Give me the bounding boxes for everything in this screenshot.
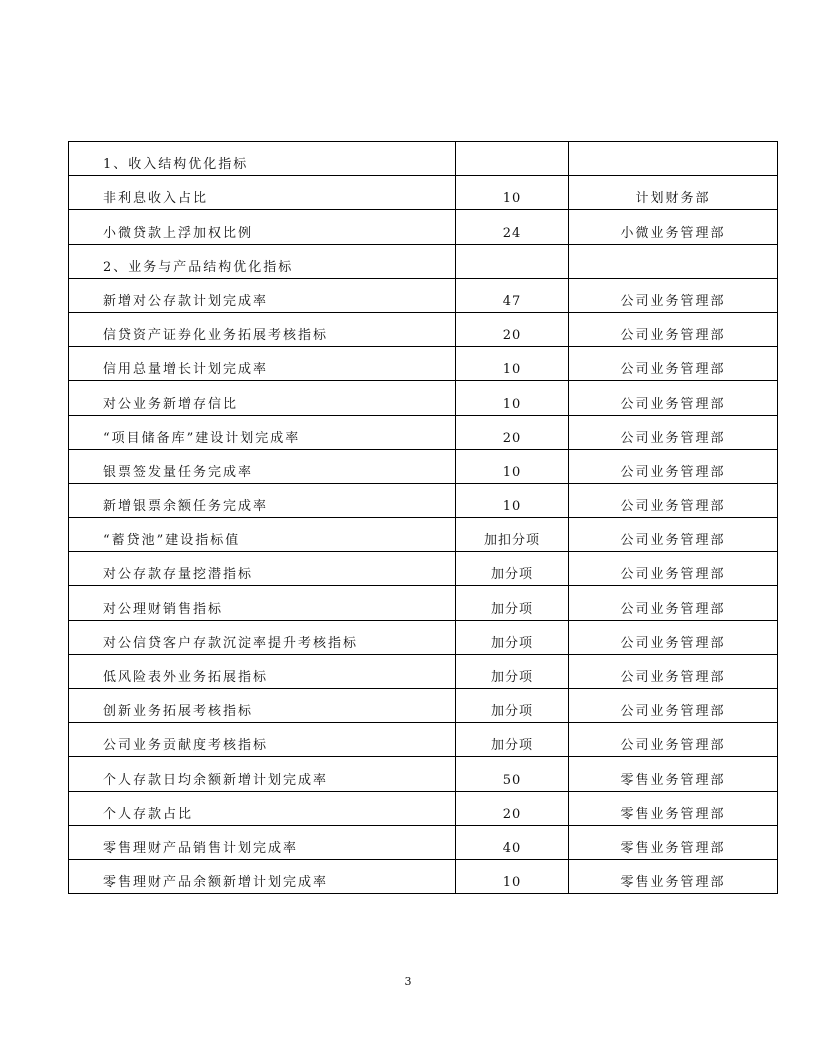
indicator-name: 个人存款占比 xyxy=(69,791,456,825)
score-value: 加分项 xyxy=(456,620,569,654)
indicator-table xyxy=(68,141,778,894)
department: 公司业务管理部 xyxy=(569,723,778,757)
table-row xyxy=(69,825,778,859)
table-row xyxy=(69,381,778,415)
department: 零售业务管理部 xyxy=(569,859,778,893)
department xyxy=(569,142,778,176)
department: 公司业务管理部 xyxy=(569,312,778,346)
department: 公司业务管理部 xyxy=(569,449,778,483)
indicator-name: 对公理财销售指标 xyxy=(69,586,456,620)
department: 公司业务管理部 xyxy=(569,620,778,654)
indicator-name: 个人存款日均余额新增计划完成率 xyxy=(69,757,456,791)
indicator-name: 2、业务与产品结构优化指标 xyxy=(69,244,456,278)
score-value: 加分项 xyxy=(456,723,569,757)
table-row xyxy=(69,859,778,893)
score-value: 20 xyxy=(456,415,569,449)
table-row xyxy=(69,757,778,791)
score-value: 加分项 xyxy=(456,586,569,620)
score-value: 20 xyxy=(456,791,569,825)
score-value: 10 xyxy=(456,176,569,210)
department: 公司业务管理部 xyxy=(569,381,778,415)
table-row xyxy=(69,312,778,346)
table-row xyxy=(69,654,778,688)
department: 小微业务管理部 xyxy=(569,210,778,244)
score-value: 10 xyxy=(456,449,569,483)
indicator-name: 信用总量增长计划完成率 xyxy=(69,347,456,381)
score-value xyxy=(456,244,569,278)
score-value: 24 xyxy=(456,210,569,244)
score-value: 加扣分项 xyxy=(456,518,569,552)
score-value: 40 xyxy=(456,825,569,859)
indicator-name: “项目储备库”建设计划完成率 xyxy=(69,415,456,449)
score-value: 加分项 xyxy=(456,689,569,723)
table-row xyxy=(69,791,778,825)
indicator-name: 零售理财产品余额新增计划完成率 xyxy=(69,859,456,893)
score-value: 10 xyxy=(456,859,569,893)
table-row xyxy=(69,278,778,312)
score-value: 10 xyxy=(456,347,569,381)
table-row xyxy=(69,415,778,449)
department: 公司业务管理部 xyxy=(569,415,778,449)
department: 公司业务管理部 xyxy=(569,586,778,620)
indicator-name: 零售理财产品销售计划完成率 xyxy=(69,825,456,859)
indicator-name: 创新业务拓展考核指标 xyxy=(69,689,456,723)
score-value: 47 xyxy=(456,278,569,312)
page-number: 3 xyxy=(404,975,412,988)
score-value: 加分项 xyxy=(456,654,569,688)
table-row xyxy=(69,689,778,723)
indicator-name: 信贷资产证券化业务拓展考核指标 xyxy=(69,312,456,346)
indicator-name: 1、收入结构优化指标 xyxy=(69,142,456,176)
department: 公司业务管理部 xyxy=(569,347,778,381)
indicator-name: 银票签发量任务完成率 xyxy=(69,449,456,483)
table-row xyxy=(69,723,778,757)
department: 计划财务部 xyxy=(569,176,778,210)
indicator-name: 新增对公存款计划完成率 xyxy=(69,278,456,312)
department: 零售业务管理部 xyxy=(569,791,778,825)
department: 公司业务管理部 xyxy=(569,278,778,312)
indicator-name: 小微贷款上浮加权比例 xyxy=(69,210,456,244)
table-row xyxy=(69,518,778,552)
table-row xyxy=(69,176,778,210)
department: 公司业务管理部 xyxy=(569,689,778,723)
score-value: 50 xyxy=(456,757,569,791)
indicator-name: 对公信贷客户存款沉淀率提升考核指标 xyxy=(69,620,456,654)
department: 零售业务管理部 xyxy=(569,825,778,859)
table-row xyxy=(69,210,778,244)
score-value: 加分项 xyxy=(456,552,569,586)
indicator-name: 对公存款存量挖潜指标 xyxy=(69,552,456,586)
department: 公司业务管理部 xyxy=(569,483,778,517)
indicator-name: 低风险表外业务拓展指标 xyxy=(69,654,456,688)
department: 公司业务管理部 xyxy=(569,654,778,688)
score-value xyxy=(456,142,569,176)
indicator-name: 非利息收入占比 xyxy=(69,176,456,210)
indicator-name: 新增银票余额任务完成率 xyxy=(69,483,456,517)
department xyxy=(569,244,778,278)
table-row xyxy=(69,347,778,381)
score-value: 10 xyxy=(456,381,569,415)
indicator-name: 对公业务新增存信比 xyxy=(69,381,456,415)
table-row xyxy=(69,483,778,517)
table-row xyxy=(69,552,778,586)
score-value: 10 xyxy=(456,483,569,517)
table-row xyxy=(69,449,778,483)
table-row xyxy=(69,244,778,278)
table-row xyxy=(69,620,778,654)
table-row xyxy=(69,586,778,620)
score-value: 20 xyxy=(456,312,569,346)
table-row xyxy=(69,142,778,176)
department: 公司业务管理部 xyxy=(569,552,778,586)
department: 公司业务管理部 xyxy=(569,518,778,552)
department: 零售业务管理部 xyxy=(569,757,778,791)
indicator-name: “蓄贷池”建设指标值 xyxy=(69,518,456,552)
indicator-name: 公司业务贡献度考核指标 xyxy=(69,723,456,757)
